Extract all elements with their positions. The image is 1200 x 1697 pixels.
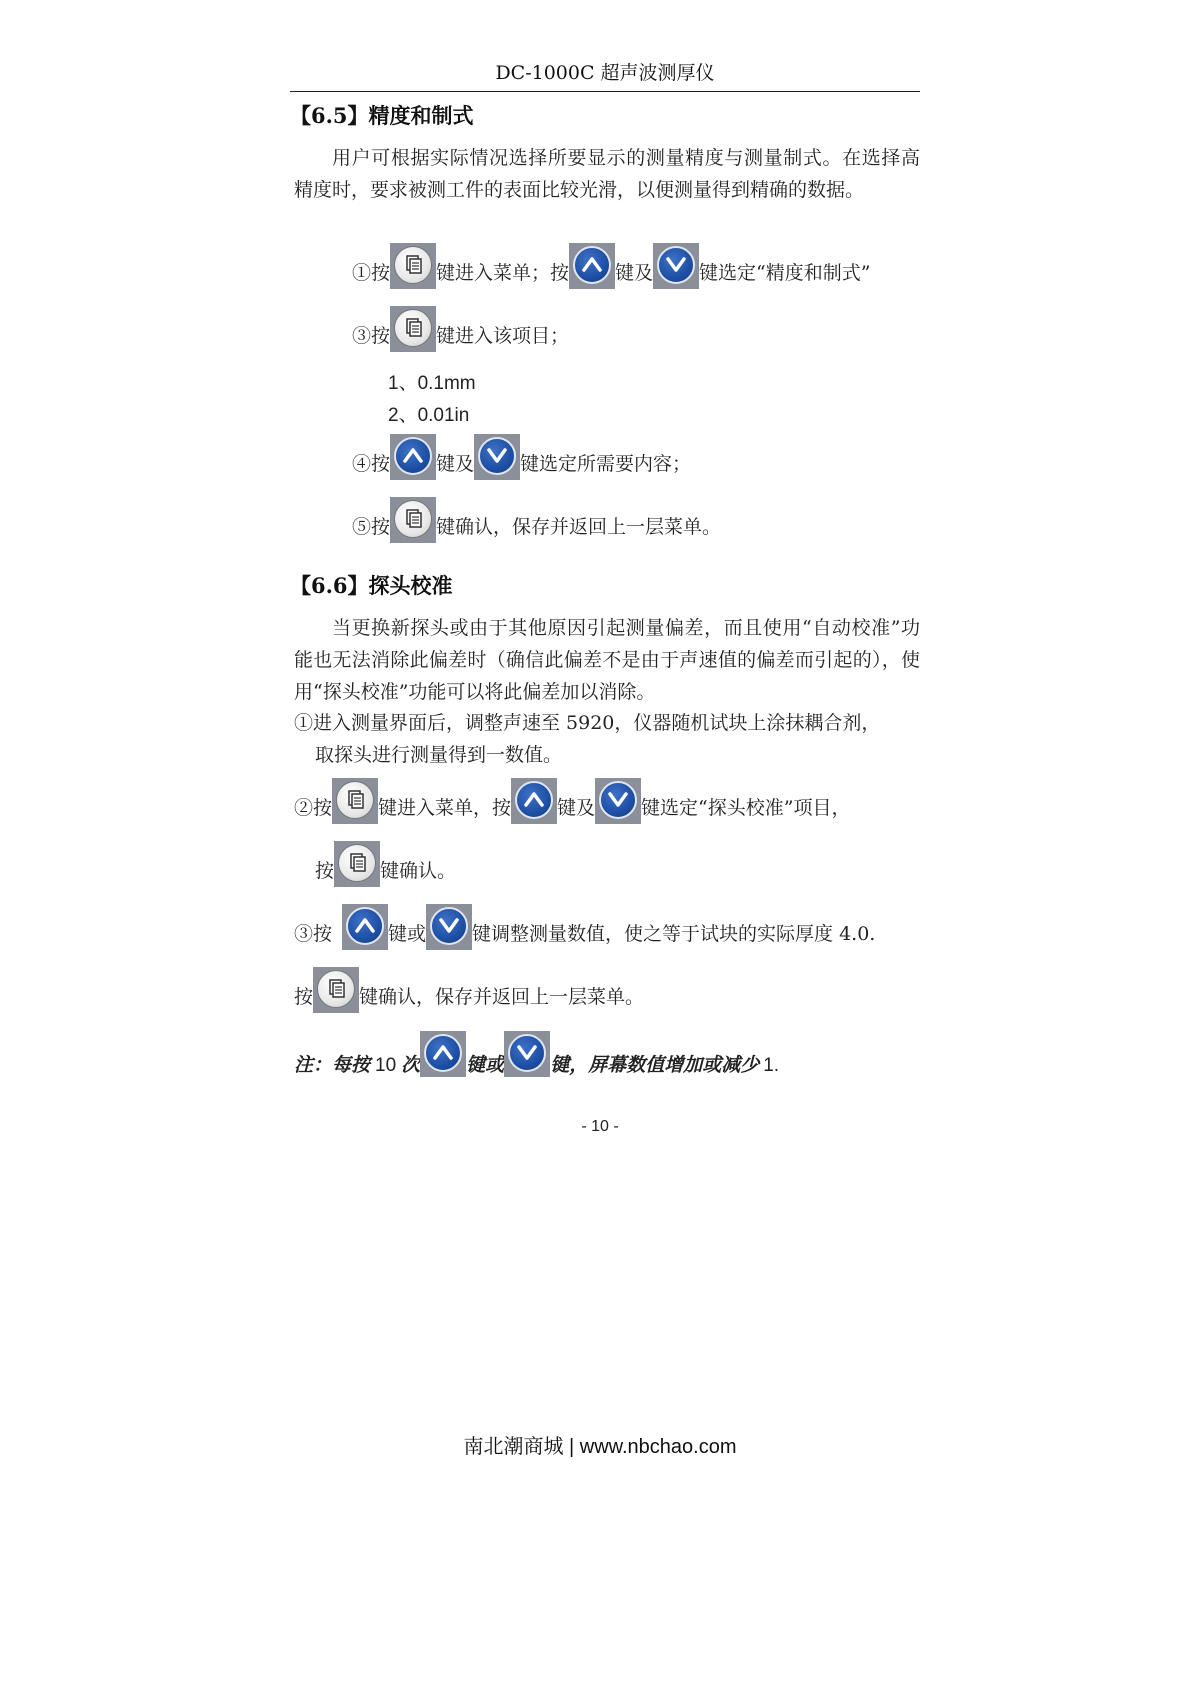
step-6-6-2: ②按 键进入菜单，按 键及 键选定“探头校准”项目， <box>294 778 850 824</box>
up-arrow-key-icon <box>420 1031 466 1077</box>
option-precision-1: 1、0.1mm <box>388 373 476 394</box>
menu-key-icon <box>332 778 378 824</box>
step-6-5-1: ①按 键进入菜单；按 键及 键选定“精度和制式” <box>352 243 870 289</box>
menu-key-icon <box>390 243 436 289</box>
document-header: DC-1000C 超声波测厚仪 <box>290 58 920 92</box>
menu-key-icon <box>390 497 436 543</box>
step-6-6-2b: 按 键确认。 <box>315 841 456 887</box>
down-arrow-key-icon <box>653 243 699 289</box>
up-arrow-key-icon <box>390 434 436 480</box>
step-6-5-5: ⑤按 键确认，保存并返回上一层菜单。 <box>352 497 721 543</box>
page-number: - 10 - <box>581 1118 619 1135</box>
menu-key-icon <box>390 306 436 352</box>
step-6-5-4: ④按 键及 键选定所需要内容； <box>352 434 691 480</box>
step-6-6-1-line1: ①进入测量界面后，调整声速至 5920，仪器随机试块上涂抹耦合剂， <box>294 712 881 734</box>
up-arrow-key-icon <box>342 904 388 950</box>
section-title-6-6: 【6.6】探头校准 <box>290 573 453 598</box>
menu-key-icon <box>334 841 380 887</box>
footer-watermark: 南北潮商城 | www.nbchao.com <box>463 1436 737 1458</box>
down-arrow-key-icon <box>504 1031 550 1077</box>
down-arrow-key-icon <box>474 434 520 480</box>
up-arrow-key-icon <box>569 243 615 289</box>
option-precision-2: 2、0.01in <box>388 405 470 426</box>
menu-key-icon <box>313 967 359 1013</box>
down-arrow-key-icon <box>426 904 472 950</box>
section-6-5-intro: 用户可根据实际情况选择所要显示的测量精度与测量制式。在选择高精度时，要求被测工件的表面比较光滑，以便测量得到精确的数据。 <box>294 147 920 201</box>
up-arrow-key-icon <box>511 778 557 824</box>
section-title-6-5: 【6.5】精度和制式 <box>290 103 474 128</box>
note: 注：每按 10 次 键或 键，屏幕数值增加或减少 1. <box>294 1031 779 1077</box>
step-6-6-3b: 按 键确认，保存并返回上一层菜单。 <box>294 967 644 1013</box>
step-6-6-3: ③按 键或 键调整测量数值，使之等于试块的实际厚度 4.0. <box>294 904 875 950</box>
down-arrow-key-icon <box>595 778 641 824</box>
step-6-6-1-line2: 取探头进行测量得到一数值。 <box>315 744 563 766</box>
section-6-6-intro: 当更换新探头或由于其他原因引起测量偏差，而且使用“自动校准”功能也无法消除此偏差时（确信此偏差不是由于声速值的偏差而引起的），使用“探头校准”功能可以将此偏差加以消除。 <box>294 617 920 703</box>
step-6-5-3: ③按 键进入该项目； <box>352 306 569 352</box>
